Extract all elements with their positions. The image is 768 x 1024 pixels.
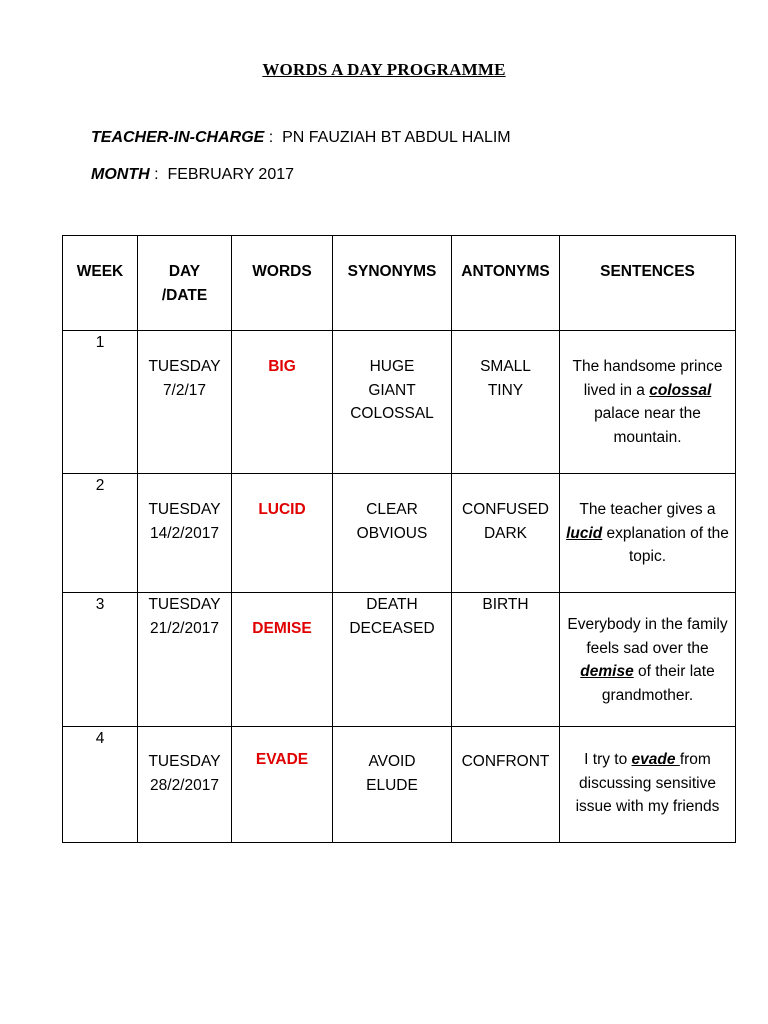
antonym: CONFUSED [462,501,549,518]
day-cell [138,331,232,474]
teacher-name: PN FAUZIAH BT ABDUL HALIM [282,129,511,146]
day-cell [138,593,232,727]
header-antonyms: ANTONYMS [452,236,560,331]
antonyms-cell [452,331,560,474]
synonym: DEATH [366,596,418,613]
header-words: WORDS [232,236,333,331]
synonym: AVOID [368,753,416,770]
word-cell: LUCID [232,474,333,593]
antonyms-cell [452,474,560,593]
day-date: 28/2/2017 [150,776,219,794]
antonyms-cell: BIRTH [452,593,560,727]
sentence-cell [560,593,736,727]
table-row [63,727,736,843]
words-table [62,235,736,843]
page-title: WORDS A DAY PROGRAMME [262,60,506,79]
sentence-cell [560,474,736,593]
sentence-after: of their late grandmother. [601,663,715,704]
week-cell: 2 [63,474,138,593]
synonym: ELUDE [366,776,418,794]
header-sentences: SENTENCES [560,236,736,331]
table-header-row [63,236,736,331]
table-row [63,474,736,593]
day-date: 21/2/2017 [150,619,219,637]
table-row [63,593,736,727]
synonym: DECEASED [349,619,435,637]
teacher-in-charge-line [91,129,511,147]
antonym: DARK [483,524,528,542]
header-synonyms: SYNONYMS [333,236,452,331]
antonyms-cell: CONFRONT [452,727,560,843]
day-cell [138,474,232,593]
sentence-after: from discussing sensitive issue with my friends [575,751,720,815]
day-name: TUESDAY [148,596,221,613]
day-cell [138,727,232,843]
month-line [91,166,294,184]
word-cell: BIG [232,331,333,474]
teacher-label: TEACHER-IN-CHARGE [91,129,265,146]
sentence-keyword: colossal [649,381,712,399]
synonyms-cell [333,593,452,727]
synonym: OBVIOUS [356,524,428,542]
header-week: WEEK [63,236,138,331]
synonym: GIANT [368,381,416,399]
header-day-date [138,236,232,331]
week-cell: 4 [63,727,138,843]
antonym: TINY [487,381,524,399]
synonyms-cell [333,727,452,843]
week-cell: 1 [63,331,138,474]
day-name: TUESDAY [148,501,221,518]
sentence-before: Everybody in the family feels sad over the [567,616,728,657]
sentence-before: The handsome prince lived in a [572,358,723,399]
table-row [63,331,736,474]
synonym: HUGE [369,358,415,375]
synonym: CLEAR [366,501,418,518]
teacher-separator: : [264,129,283,146]
day-date: 7/2/17 [162,381,207,399]
month-value: FEBRUARY 2017 [167,166,295,183]
synonyms-cell [333,331,452,474]
sentence-after: palace near the mountain. [594,405,701,446]
sentence-after: explanation of the topic. [602,524,729,565]
day-name: TUESDAY [148,753,221,770]
synonyms-cell [333,474,452,593]
sentence-keyword: demise [580,663,634,680]
day-date: 14/2/2017 [150,524,219,542]
header-day: DAY [168,263,201,280]
word-cell: EVADE [232,727,333,843]
sentence-before: I try to [584,751,632,768]
sentence-keyword: lucid [566,524,603,542]
sentence-cell [560,727,736,843]
day-name: TUESDAY [148,358,221,375]
header-date: /DATE [161,286,208,304]
month-label: MONTH [91,166,150,183]
sentence-keyword: evade [631,751,680,768]
synonym: COLOSSAL [350,405,434,422]
sentence-cell [560,331,736,474]
sentence-before: The teacher gives a [579,501,716,518]
word-cell: DEMISE [232,593,333,727]
antonym: SMALL [480,358,531,375]
week-cell: 3 [63,593,138,727]
month-separator: : [149,166,168,183]
